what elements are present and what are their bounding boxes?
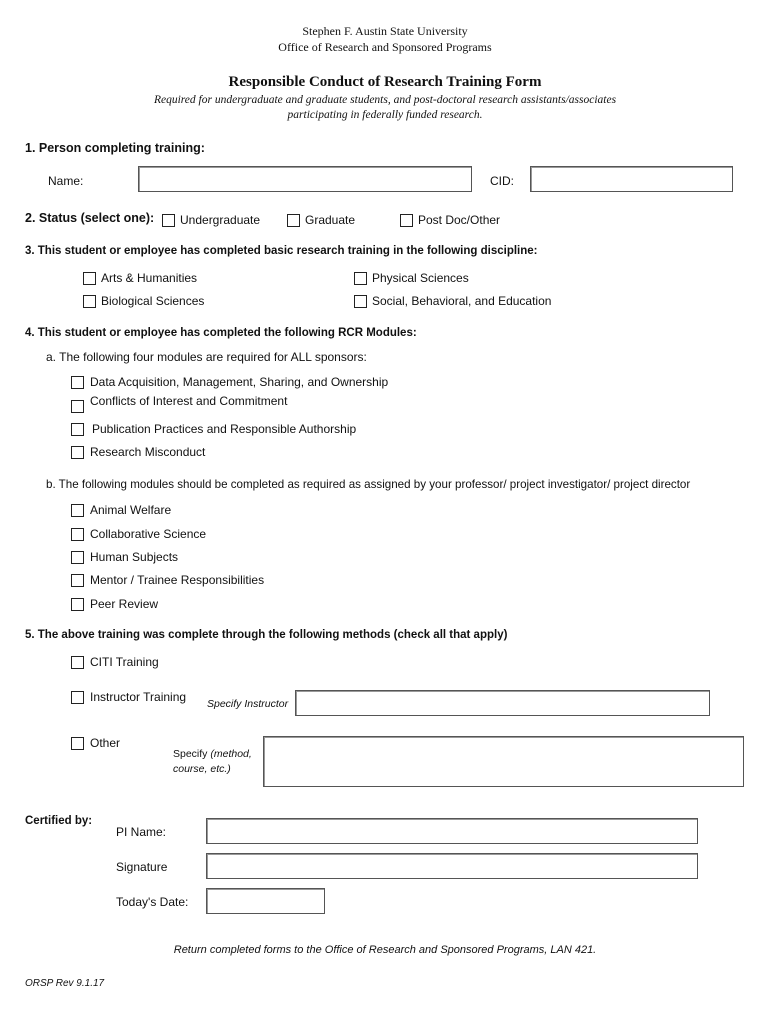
animal-welfare-checkbox[interactable] — [71, 504, 84, 517]
mentor-trainee-checkbox[interactable] — [71, 574, 84, 587]
biological-sciences-label: Biological Sciences — [101, 294, 205, 308]
conflicts-of-interest-checkbox[interactable] — [71, 400, 84, 413]
form-subtitle-line1: Required for undergraduate and graduate students, and post-doctoral research assistants/associates — [153, 94, 617, 106]
optional-modules-label: b. The following modules should be completed as required as assigned by your professor/ project investigator/ project director — [46, 478, 691, 491]
certified-by-heading: Certified by: — [25, 815, 93, 827]
university-name: Stephen F. Austin State University — [302, 24, 468, 38]
specify-method-label-line2: course, etc.) — [173, 763, 231, 775]
section-3-heading: 3. This student or employee has completed basic research training in the following discipline: — [25, 245, 538, 257]
mentor-trainee-label: Mentor / Trainee Responsibilities — [90, 573, 265, 587]
publication-practices-checkbox[interactable] — [71, 423, 84, 436]
other-method-checkbox[interactable] — [71, 737, 84, 750]
pi-name-input[interactable] — [206, 818, 698, 844]
graduate-checkbox[interactable] — [287, 214, 300, 227]
specify-method-label: Specify (method, — [173, 748, 252, 760]
collaborative-science-label: Collaborative Science — [90, 527, 207, 541]
conflicts-of-interest-label: Conflicts of Interest and Commitment — [90, 394, 288, 408]
instructor-training-label: Instructor Training — [90, 690, 187, 704]
biological-sciences-checkbox[interactable] — [83, 295, 96, 308]
form-subtitle-line2: participating in federally funded research. — [287, 109, 483, 121]
undergraduate-label: Undergraduate — [180, 213, 261, 227]
cid-label: CID: — [490, 174, 514, 188]
publication-practices-label: Publication Practices and Responsible Authorship — [92, 422, 357, 436]
name-input[interactable] — [138, 166, 472, 192]
postdoc-label: Post Doc/Other — [418, 213, 501, 227]
revision-label: ORSP Rev 9.1.17 — [25, 978, 105, 989]
section-1-heading: 1. Person completing training: — [25, 141, 205, 155]
form-title: Responsible Conduct of Research Training Form — [228, 74, 542, 90]
collaborative-science-checkbox[interactable] — [71, 528, 84, 541]
return-note: Return completed forms to the Office of Research and Sponsored Programs, LAN 421. — [173, 944, 597, 956]
todays-date-label: Today's Date: — [116, 895, 189, 909]
research-misconduct-checkbox[interactable] — [71, 446, 84, 459]
animal-welfare-label: Animal Welfare — [90, 503, 172, 517]
social-behavioral-checkbox[interactable] — [354, 295, 367, 308]
office-name: Office of Research and Sponsored Programs — [278, 40, 492, 54]
undergraduate-checkbox[interactable] — [162, 214, 175, 227]
data-acquisition-checkbox[interactable] — [71, 376, 84, 389]
peer-review-checkbox[interactable] — [71, 598, 84, 611]
specify-instructor-label: Specify Instructor — [207, 698, 289, 710]
signature-label: Signature — [116, 860, 168, 874]
pi-name-label: PI Name: — [116, 825, 167, 839]
other-method-label: Other — [90, 736, 121, 750]
todays-date-input[interactable] — [206, 888, 325, 914]
citi-training-label: CITI Training — [90, 655, 159, 669]
human-subjects-label: Human Subjects — [90, 550, 179, 564]
physical-sciences-label: Physical Sciences — [372, 271, 469, 285]
required-modules-label: a. The following four modules are required for ALL sponsors: — [46, 350, 367, 364]
social-behavioral-label: Social, Behavioral, and Education — [372, 294, 552, 308]
specify-instructor-input[interactable] — [295, 690, 710, 716]
instructor-training-checkbox[interactable] — [71, 691, 84, 704]
human-subjects-checkbox[interactable] — [71, 551, 84, 564]
specify-method-input[interactable] — [263, 736, 744, 787]
citi-training-checkbox[interactable] — [71, 656, 84, 669]
postdoc-checkbox[interactable] — [400, 214, 413, 227]
section-2-heading: 2. Status (select one): — [25, 211, 155, 225]
physical-sciences-checkbox[interactable] — [354, 272, 367, 285]
arts-humanities-checkbox[interactable] — [83, 272, 96, 285]
section-4-heading: 4. This student or employee has completed the following RCR Modules: — [25, 327, 417, 339]
research-misconduct-label: Research Misconduct — [90, 445, 206, 459]
data-acquisition-label: Data Acquisition, Management, Sharing, and Ownership — [90, 375, 389, 389]
cid-input[interactable] — [530, 166, 733, 192]
name-label: Name: — [48, 174, 84, 188]
section-5-heading: 5. The above training was complete through the following methods (check all that apply) — [25, 629, 508, 641]
graduate-label: Graduate — [305, 213, 356, 227]
signature-input[interactable] — [206, 853, 698, 879]
arts-humanities-label: Arts & Humanities — [101, 271, 198, 285]
peer-review-label: Peer Review — [90, 597, 159, 611]
